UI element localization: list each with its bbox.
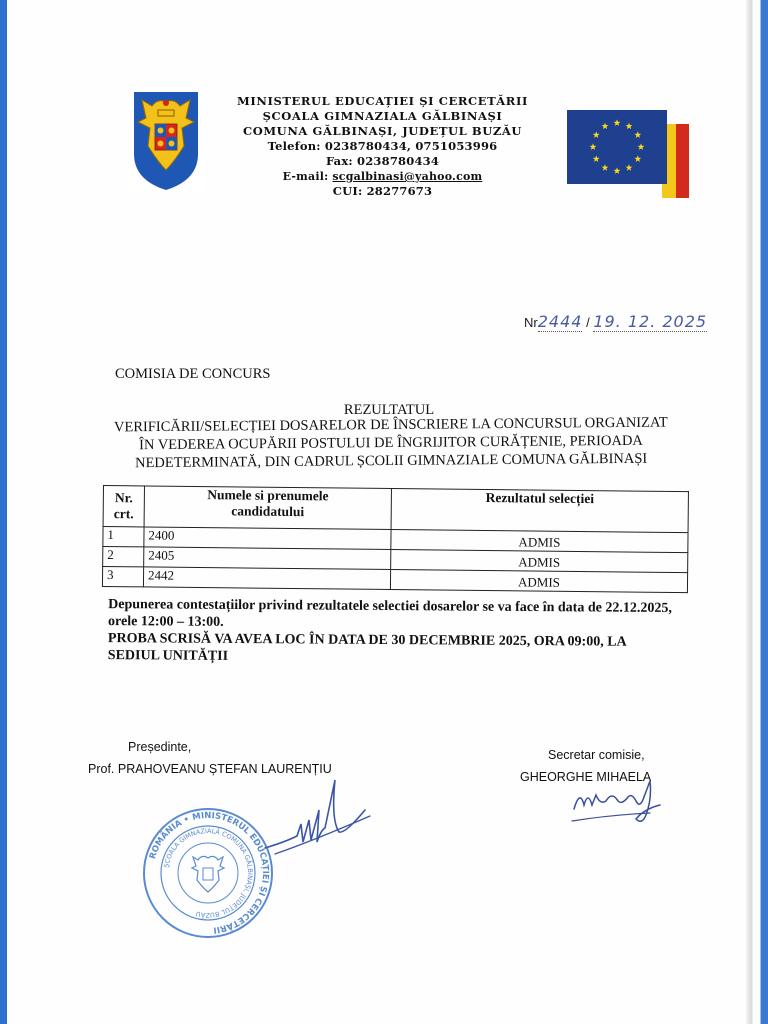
row-result: ADMIS bbox=[391, 530, 688, 553]
email-line bbox=[210, 169, 555, 184]
row-nr: 2 bbox=[103, 547, 144, 567]
row-result: ADMIS bbox=[390, 570, 687, 593]
phone-line: Telefon: 0238780434, 0751053996 bbox=[267, 139, 498, 153]
row-name: 2400 bbox=[144, 527, 391, 550]
appeal-notice: Depunerea contestațiilor privind rezultatele selectiei dosarelor se va face în data de 22.12.2025, orele 12:00 – 13:00. bbox=[108, 597, 672, 630]
email-label: E-mail: bbox=[282, 170, 329, 183]
subtitle-line-3: NEDETERMINATĂ, DIN CADRUL ȘCOLII GIMNAZIALE COMUNA GĂLBINAȘI bbox=[135, 450, 648, 472]
row-name: 2442 bbox=[143, 567, 390, 590]
subtitle-line-1: VERIFICĂRII/SELECȚIEI DOSARELOR DE ÎNSCRIERE LA CONCURSUL ORGANIZAT bbox=[113, 414, 668, 436]
president-signature bbox=[255, 770, 375, 880]
svg-text:ȘCOALA GIMNAZIALĂ COMUNA GĂLBI bbox=[162, 827, 254, 920]
eu-flag-icon bbox=[567, 110, 689, 198]
institution-header bbox=[210, 94, 555, 199]
fax-line: Fax: 0238780434 bbox=[325, 154, 440, 168]
header-nr bbox=[103, 486, 144, 527]
scan-edge-right bbox=[746, 0, 768, 1024]
email-address[interactable]: scgalbinasi@yahoo.com bbox=[332, 170, 483, 183]
school-name: ȘCOALA GIMNAZIALA GĂLBINAȘI bbox=[262, 109, 503, 123]
stamp-inner-text: ȘCOALA GIMNAZIALĂ COMUNA GĂLBINAȘI, JUDEȚUL BUZĂU bbox=[162, 826, 255, 920]
row-nr: 1 bbox=[103, 527, 144, 547]
announcement bbox=[88, 596, 678, 668]
row-nr: 3 bbox=[102, 567, 143, 587]
romania-coat-of-arms-icon bbox=[128, 88, 204, 192]
registration-date: 19. 12. 2025 bbox=[593, 312, 708, 331]
ministry-name: MINISTERUL EDUCAȚIEI ȘI CERCETĂRII bbox=[237, 94, 528, 108]
header-result: Rezultatul selecției bbox=[391, 489, 688, 533]
commission-label: COMISIA DE CONCURS bbox=[115, 366, 271, 382]
secretary-signature bbox=[570, 775, 670, 830]
registration-prefix: Nr bbox=[524, 315, 538, 330]
fiscal-code: CUI: 28277673 bbox=[332, 184, 433, 198]
header-nr-line1: Nr. bbox=[114, 490, 133, 506]
row-result: ADMIS bbox=[391, 550, 688, 573]
secretary-role: Secretar comisie, bbox=[548, 748, 645, 762]
registration-number-value: 2444 bbox=[537, 312, 583, 331]
registration-separator: / bbox=[586, 315, 590, 330]
registration-number bbox=[524, 312, 707, 332]
subtitle-line-2: ÎN VEDEREA OCUPĂRII POSTULUI DE ÎNGRIJITOR CURĂȚENIE, PERIOADA bbox=[139, 432, 643, 454]
header-name-line2: candidatului bbox=[231, 503, 305, 520]
commune-name: COMUNA GĂLBINAȘI, JUDEȚUL BUZĂU bbox=[242, 124, 522, 138]
header-nr-line2: crt. bbox=[113, 506, 134, 522]
results-table bbox=[102, 485, 689, 593]
document-subtitle bbox=[96, 413, 686, 472]
header-name bbox=[144, 486, 391, 530]
president-name: Prof. PRAHOVEANU ȘTEFAN LAURENȚIU bbox=[88, 762, 332, 776]
stamp-outer-text: ROMÂNIA • MINISTERUL EDUCAȚIEI ȘI CERCETĂRII bbox=[147, 810, 271, 935]
document-title: REZULTATUL bbox=[343, 402, 435, 418]
written-exam-notice: PROBA SCRISĂ VA AVEA LOC ÎN DATA DE 30 DECEMBRIE 2025, ORA 09:00, LA SEDIUL UNITĂȚII bbox=[107, 631, 626, 664]
row-name: 2405 bbox=[144, 547, 391, 570]
scan-edge-left bbox=[0, 0, 7, 1024]
header-name-line1: Numele si prenumele bbox=[207, 487, 329, 504]
secretary-name: GHEORGHE MIHAELA bbox=[520, 770, 652, 784]
table-header-row bbox=[103, 486, 688, 533]
president-role: Președinte, bbox=[128, 740, 192, 754]
